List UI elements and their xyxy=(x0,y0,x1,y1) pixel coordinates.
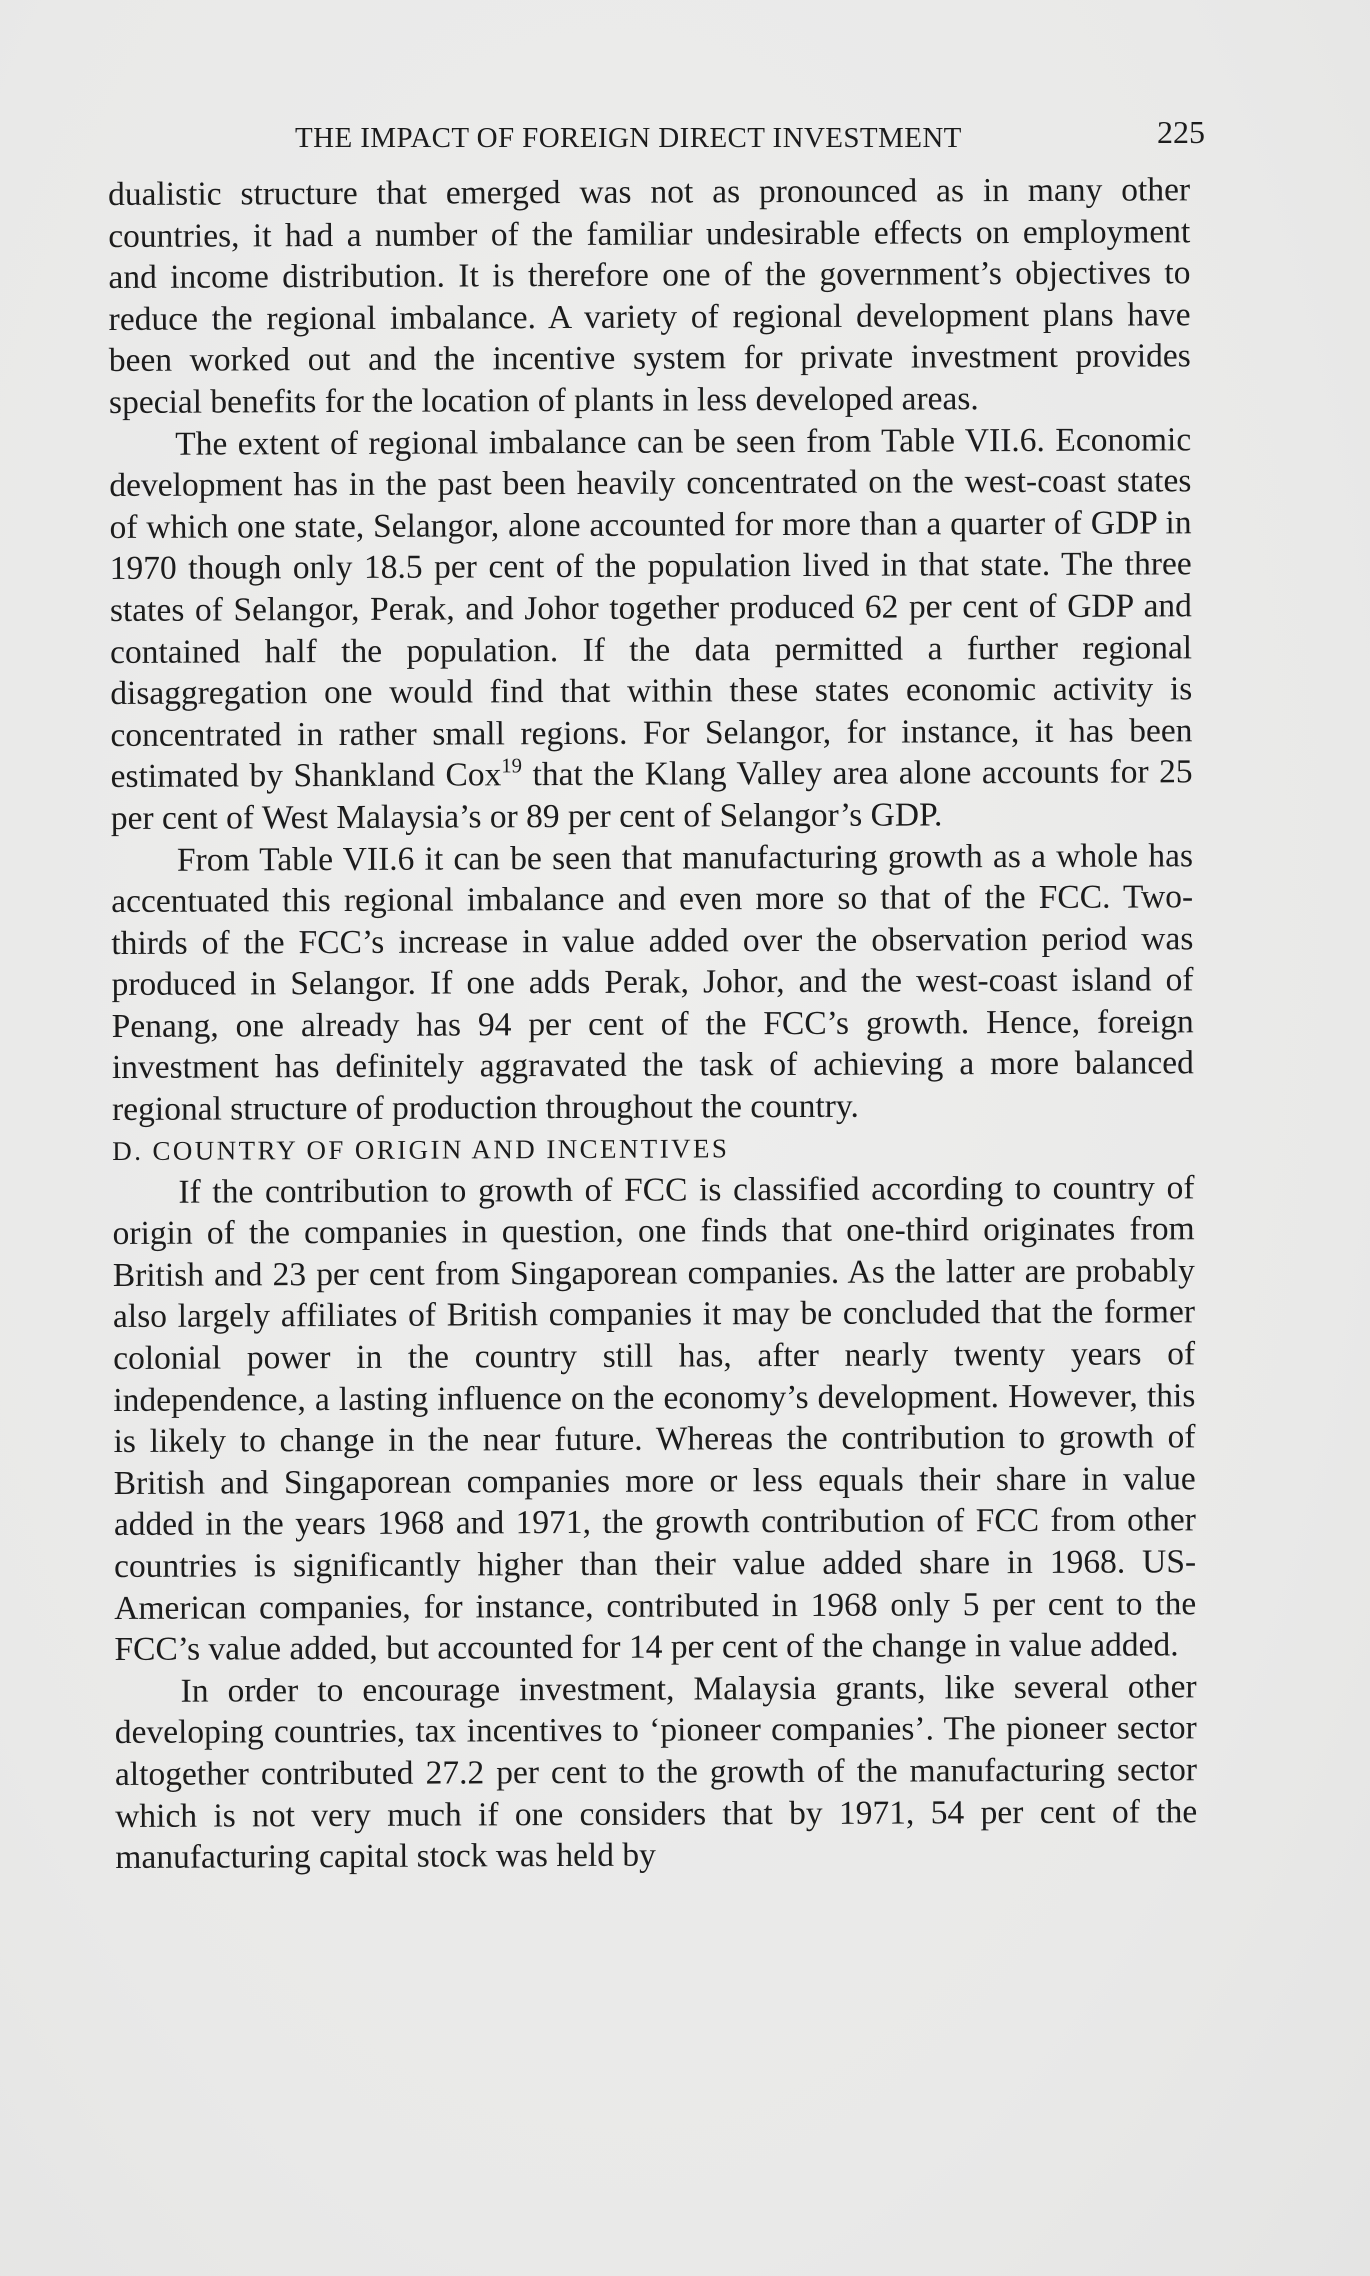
paragraph-1: dualistic structure that emerged was not as pronounced as in many other countries, it had a number of the familiar undesirable effects on employment and income distribution. It is therefore one of the government’s objectives to reduce the regional imbalance. A variety of regional development plans have been worked out and the incentive system for private investment provides special benefits for the location of plants in less developed areas. xyxy=(108,171,1191,421)
paragraph-3: From Table VII.6 it can be seen that manufacturing growth as a whole has accentuated this regional imbalance and even more so that of the FCC. Two-thirds of the FCC’s increase in value added over the observation period was produced in Selangor. If one adds Perak, Johor, and the west-coast island of Penang, one already has 94 per cent of the FCC’s growth. Hence, foreign investment has definitely aggravated the task of achieving a more balanced regional structure of production throughout the country. xyxy=(111,836,1194,1129)
paragraph-4: If the contribution to growth of FCC is classified according to country of origin of the companies in question, one finds that one-third originates from British and 23 per cent from Singaporean companies. As the latter are probably also largely affiliates of British companies it may be concluded that the former colonial power in the country still has, after nearly twenty years of independence, a lasting influence on the economy’s development. However, this is likely to change in the near future. Whereas the contribution to growth of British and Singaporean companies more or less equals their share in value added in the years 1968 and 1971, the growth contribution of FCC from other countries is significantly higher than their value added share in 1968. US-American companies, for instance, contributed in 1968 only 5 per cent to the FCC’s value added, but accounted for 14 per cent of the change in value added. xyxy=(112,1168,1197,1669)
running-head xyxy=(295,114,1205,158)
paragraph-5: In order to encourage investment, Malaysia grants, like several other developing countries, tax incentives to ‘pioneer companies’. The pioneer sector altogether contributed 27.2 per cent to the growth of the manufacturing sector which is not very much if one considers that by 1971, 54 per cent of the manufacturing capital stock was held by xyxy=(114,1668,1198,1877)
paragraph-2-text-b: that the Klang Valley area alone accounts for 25 per cent of West Malaysia’s or 89 per cent of Selangor’s GDP. xyxy=(110,753,1193,837)
page-number: 225 xyxy=(1157,114,1205,150)
body-text xyxy=(108,169,1197,1878)
paragraph-2 xyxy=(109,419,1193,840)
bottom-margin xyxy=(0,2180,1370,2276)
section-heading: D. COUNTRY OF ORIGIN AND INCENTIVES xyxy=(112,1132,730,1166)
paragraph-2-text-a: The extent of regional imbalance can be seen from Table VII.6. Economic development has in the past been heavily concentrated on the west-coast states of which one state, Selangor, alone accounted for more than a quarter of GDP in 1970 though only 18.5 per cent of the population lived in that state. The three states of Selangor, Perak, and Johor together produced 62 per cent of GDP and contained half the population. If the data permitted a further regional disaggregation one would find that within these states economic activity is concentrated in rather small regions. For Selangor, for instance, it has been estimated by Shankland Cox xyxy=(109,420,1193,796)
running-title: THE IMPACT OF FOREIGN DIRECT INVESTMENT xyxy=(295,122,962,154)
footnote-reference-19: 19 xyxy=(501,754,523,778)
